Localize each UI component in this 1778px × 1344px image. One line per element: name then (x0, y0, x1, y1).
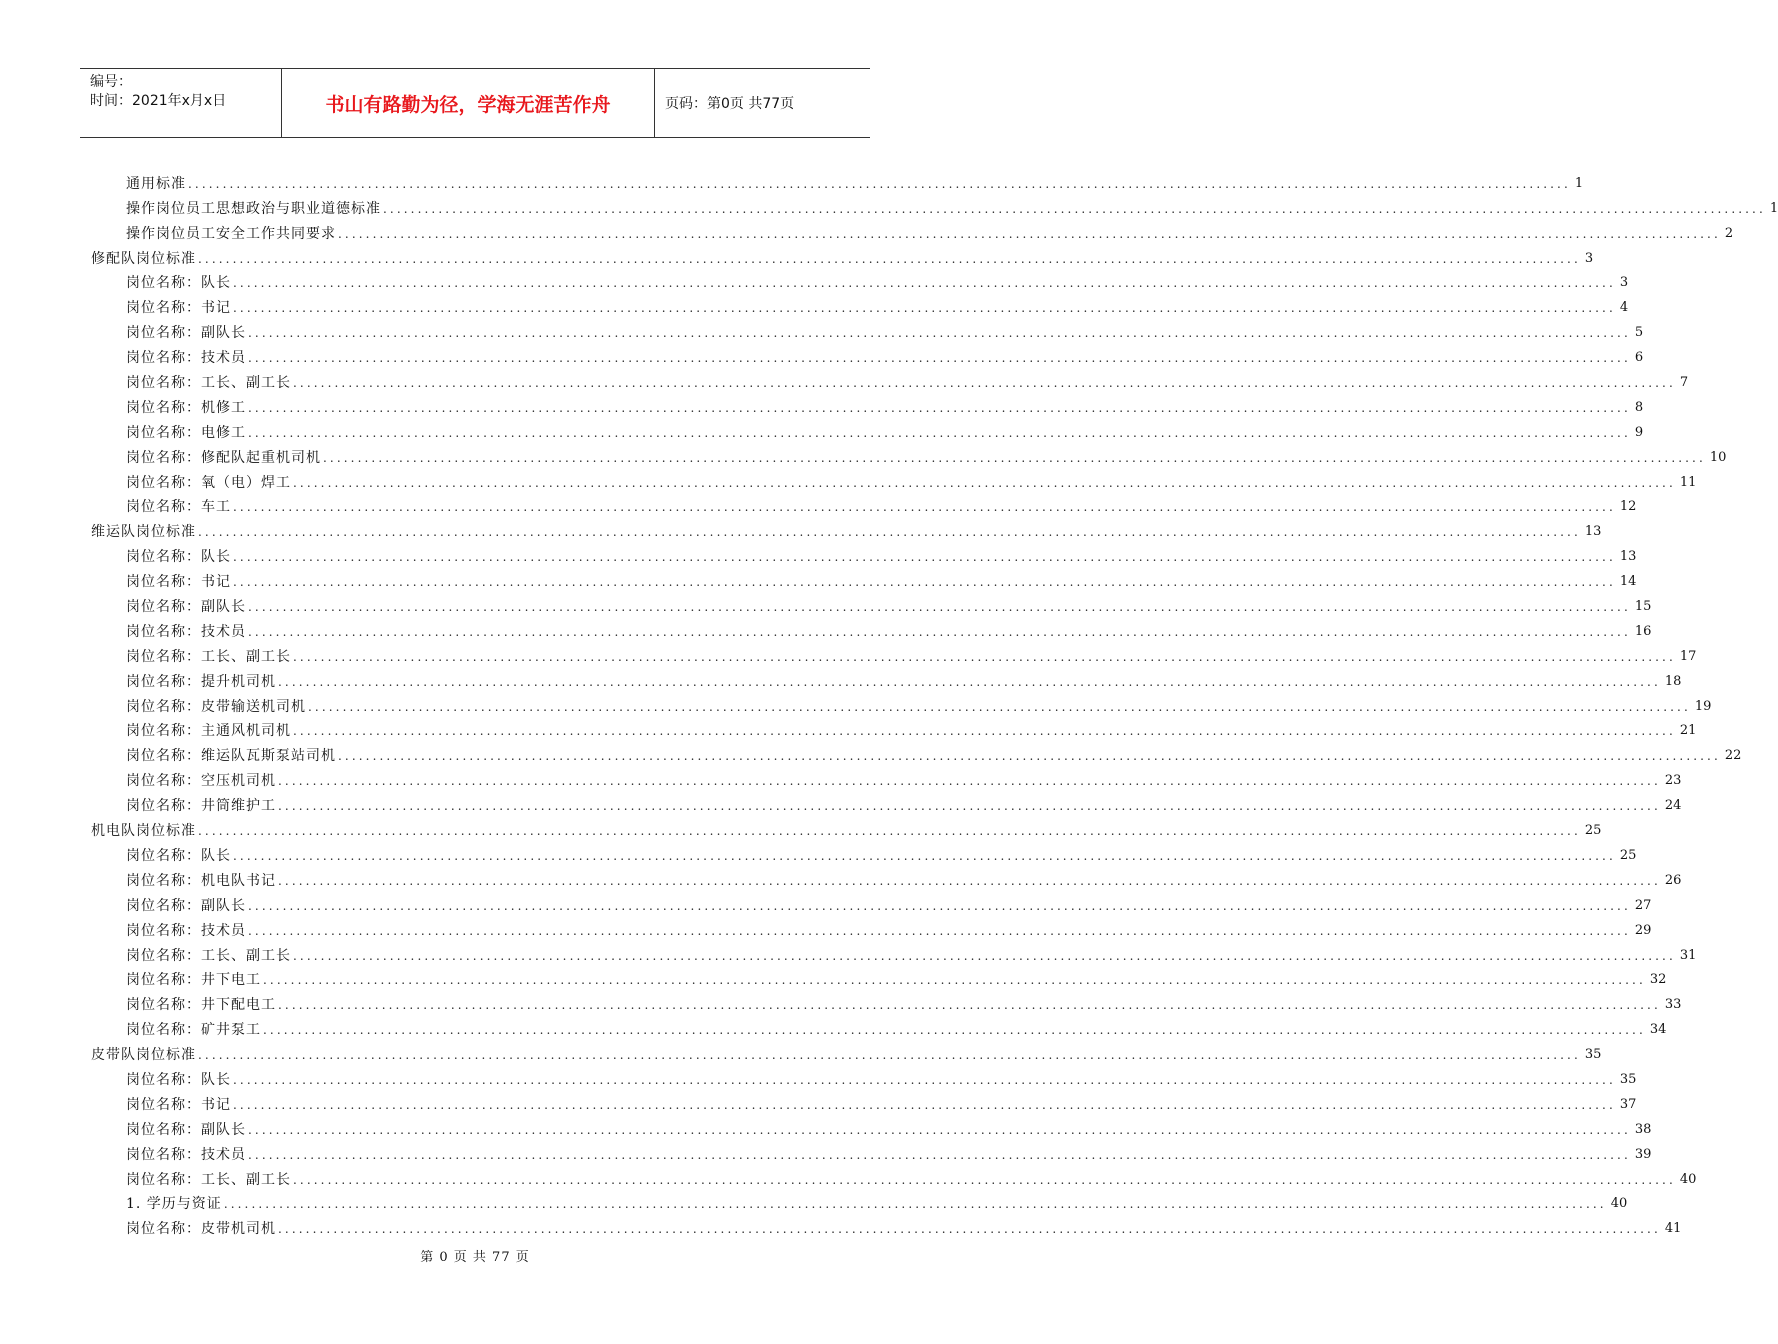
toc-entry[interactable] (91, 168, 1584, 193)
toc-leader-dots: ........................................................................................................................................................................................................ (323, 450, 1706, 465)
toc-entry[interactable] (91, 218, 1734, 243)
toc-entry-title: 岗位名称：队长 (126, 275, 231, 292)
toc-entry-title: 岗位名称：井下配电工 (126, 997, 276, 1014)
toc-entry[interactable] (91, 292, 1629, 317)
toc-leader-dots: ........................................................................................................................................................................................................ (248, 326, 1631, 341)
toc-entry-title: 岗位名称：维运队瓦斯泵站司机 (126, 748, 336, 765)
toc-entry-title: 岗位名称：技术员 (126, 922, 246, 939)
toc-entry-page: 35 (1584, 1047, 1602, 1063)
toc-entry[interactable] (91, 566, 1637, 591)
toc-leader-dots: ........................................................................................................................................................................................................ (278, 674, 1661, 689)
toc-leader-dots: ........................................................................................................................................................................................................ (278, 873, 1661, 888)
toc-entry-page: 11 (1679, 474, 1697, 490)
toc-entry[interactable] (91, 616, 1652, 641)
toc-entry[interactable] (91, 1189, 1628, 1214)
toc-entry-title: 岗位名称：副队长 (126, 1121, 246, 1138)
toc-entry[interactable] (91, 467, 1697, 492)
toc-entry-title: 岗位名称：书记 (126, 1096, 231, 1113)
toc-entry-title: 岗位名称：副队长 (126, 897, 246, 914)
toc-entry-page: 40 (1610, 1196, 1628, 1212)
toc-leader-dots: ........................................................................................................................................................................................................ (263, 973, 1646, 988)
toc-entry[interactable] (91, 442, 1727, 467)
toc-entry[interactable] (91, 666, 1682, 691)
toc-entry-title: 岗位名称：队长 (126, 1071, 231, 1088)
toc-entry-page: 16 (1634, 623, 1652, 639)
toc-entry-title: 岗位名称：空压机司机 (126, 773, 276, 790)
toc-entry-page: 17 (1679, 648, 1697, 664)
toc-entry-page: 10 (1709, 449, 1727, 465)
toc-entry-page: 9 (1634, 424, 1644, 440)
toc-entry[interactable] (91, 1139, 1652, 1164)
toc-entry-title: 机电队岗位标准 (91, 823, 196, 840)
toc-entry-title: 岗位名称：皮带机司机 (126, 1221, 276, 1238)
toc-entry-title: 岗位名称：工长、副工长 (126, 947, 291, 964)
toc-entry-title: 岗位名称：矿井泵工 (126, 1022, 261, 1039)
toc-entry-title: 修配队岗位标准 (91, 250, 196, 267)
toc-entry[interactable] (91, 790, 1682, 815)
toc-leader-dots: ........................................................................................................................................................................................................ (248, 400, 1631, 415)
toc-entry[interactable] (91, 940, 1697, 965)
toc-entry-page: 12 (1619, 499, 1637, 515)
toc-leader-dots: ........................................................................................................................................................................................................ (233, 550, 1616, 565)
toc-entry[interactable] (91, 890, 1652, 915)
toc-entry-page: 2 (1724, 225, 1734, 241)
toc-leader-dots: ........................................................................................................................................................................................................ (198, 251, 1581, 266)
time-label: 时间：2021年x月x日 (90, 93, 227, 109)
toc-entry[interactable] (91, 865, 1682, 890)
toc-entry-title: 岗位名称：井筒维护工 (126, 798, 276, 815)
header-meta (80, 69, 282, 137)
toc-entry-page: 13 (1584, 524, 1602, 540)
toc-leader-dots: ........................................................................................................................................................................................................ (248, 425, 1631, 440)
header-page-info: 页码：第0页 共77页 (665, 96, 795, 112)
toc-leader-dots: ........................................................................................................................................................................................................ (293, 948, 1676, 963)
toc-leader-dots: ........................................................................................................................................................................................................ (248, 898, 1631, 913)
toc-entry-title: 岗位名称：书记 (126, 574, 231, 591)
toc-entry-title: 岗位名称：皮带输送机司机 (126, 698, 306, 715)
toc-entry-title: 岗位名称：工长、副工长 (126, 1171, 291, 1188)
toc-leader-dots: ........................................................................................................................................................................................................ (248, 624, 1631, 639)
toc-entry[interactable] (91, 1014, 1667, 1039)
toc-entry-page: 34 (1649, 1022, 1667, 1038)
toc-entry-page: 22 (1724, 748, 1742, 764)
toc-entry-title: 岗位名称：氧（电）焊工 (126, 474, 291, 491)
toc-leader-dots: ........................................................................................................................................................................................................ (248, 923, 1631, 938)
toc-entry-page: 14 (1619, 574, 1637, 590)
toc-leader-dots: ........................................................................................................................................................................................................ (233, 1097, 1616, 1112)
toc-leader-dots: ........................................................................................................................................................................................................ (338, 226, 1721, 241)
toc-leader-dots: ........................................................................................................................................................................................................ (263, 1023, 1646, 1038)
toc-entry[interactable] (91, 1064, 1637, 1089)
toc-entry[interactable] (91, 1039, 1602, 1064)
toc-leader-dots: ........................................................................................................................................................................................................ (248, 351, 1631, 366)
toc-entry[interactable] (91, 193, 1778, 218)
toc-entry[interactable] (91, 268, 1629, 293)
toc-entry-title: 岗位名称：电修工 (126, 424, 246, 441)
toc-entry-title: 岗位名称：井下电工 (126, 972, 261, 989)
toc-entry-title: 岗位名称：车工 (126, 499, 231, 516)
toc-entry-title: 岗位名称：副队长 (126, 599, 246, 616)
toc-leader-dots: ........................................................................................................................................................................................................ (293, 475, 1676, 490)
toc-leader-dots: ........................................................................................................................................................................................................ (198, 525, 1581, 540)
number-label: 编号： (90, 74, 132, 90)
toc-entry[interactable] (91, 516, 1602, 541)
toc-entry-page: 1 (1574, 175, 1584, 191)
toc-entry-page: 41 (1664, 1221, 1682, 1237)
toc-entry[interactable] (91, 1213, 1682, 1238)
toc-entry-page: 4 (1619, 300, 1629, 316)
toc-entry[interactable] (91, 989, 1682, 1014)
toc-entry-title: 岗位名称：机修工 (126, 399, 246, 416)
toc-entry[interactable] (91, 691, 1712, 716)
toc-entry-title: 操作岗位员工思想政治与职业道德标准 (126, 200, 381, 217)
toc-entry[interactable] (91, 716, 1697, 741)
toc-leader-dots: ........................................................................................................................................................................................................ (188, 176, 1571, 191)
toc-entry-page: 25 (1584, 823, 1602, 839)
toc-entry[interactable] (91, 243, 1594, 268)
toc-entry-page: 19 (1694, 698, 1712, 714)
toc-entry-page: 1 (1769, 200, 1778, 216)
toc-leader-dots: ........................................................................................................................................................................................................ (233, 575, 1616, 590)
toc-entry-title: 岗位名称：技术员 (126, 350, 246, 367)
toc-entry[interactable] (91, 765, 1682, 790)
toc-entry-page: 32 (1649, 972, 1667, 988)
toc-leader-dots: ........................................................................................................................................................................................................ (383, 201, 1766, 216)
toc-leader-dots: ........................................................................................................................................................................................................ (308, 699, 1691, 714)
table-of-contents (91, 168, 1778, 1238)
toc-entry-page: 31 (1679, 947, 1697, 963)
toc-entry-title: 岗位名称：主通风机司机 (126, 723, 291, 740)
toc-leader-dots: ........................................................................................................................................................................................................ (233, 301, 1616, 316)
toc-entry-title: 岗位名称：机电队书记 (126, 872, 276, 889)
toc-entry-page: 7 (1679, 375, 1689, 391)
toc-entry-page: 21 (1679, 723, 1697, 739)
toc-entry[interactable] (91, 965, 1667, 990)
toc-entry[interactable] (91, 1114, 1652, 1139)
toc-leader-dots: ........................................................................................................................................................................................................ (233, 848, 1616, 863)
toc-entry-title: 岗位名称：书记 (126, 300, 231, 317)
header-motto: 书山有路勤为径，学海无涯苦作舟 (282, 69, 655, 137)
toc-entry-page: 38 (1634, 1121, 1652, 1137)
toc-leader-dots: ........................................................................................................................................................................................................ (248, 1147, 1631, 1162)
toc-leader-dots: ........................................................................................................................................................................................................ (278, 1222, 1661, 1237)
toc-entry-title: 岗位名称：队长 (126, 847, 231, 864)
toc-leader-dots: ........................................................................................................................................................................................................ (248, 600, 1631, 615)
toc-entry-page: 6 (1634, 350, 1644, 366)
toc-entry-page: 24 (1664, 798, 1682, 814)
toc-leader-dots: ........................................................................................................................................................................................................ (198, 824, 1581, 839)
toc-entry-title: 操作岗位员工安全工作共同要求 (126, 225, 336, 242)
toc-entry[interactable] (91, 840, 1637, 865)
toc-entry-title: 维运队岗位标准 (91, 524, 196, 541)
toc-entry[interactable] (91, 915, 1652, 940)
toc-entry-page: 33 (1664, 997, 1682, 1013)
toc-entry-page: 26 (1664, 872, 1682, 888)
toc-entry-title: 岗位名称：提升机司机 (126, 673, 276, 690)
toc-entry-page: 8 (1634, 399, 1644, 415)
toc-entry-page: 37 (1619, 1096, 1637, 1112)
toc-entry-title: 通用标准 (126, 175, 186, 192)
toc-entry-page: 3 (1619, 275, 1629, 291)
toc-entry[interactable] (91, 740, 1742, 765)
toc-entry[interactable] (91, 815, 1602, 840)
toc-entry-title: 1. 学历与资证 (126, 1196, 222, 1213)
toc-entry-page: 23 (1664, 773, 1682, 789)
toc-entry-title: 岗位名称：工长、副工长 (126, 375, 291, 392)
page-header (80, 68, 870, 138)
toc-leader-dots: ........................................................................................................................................................................................................ (293, 724, 1676, 739)
toc-leader-dots: ........................................................................................................................................................................................................ (198, 1048, 1581, 1063)
toc-entry[interactable] (91, 492, 1637, 517)
toc-leader-dots: ........................................................................................................................................................................................................ (293, 376, 1676, 391)
toc-leader-dots: ........................................................................................................................................................................................................ (293, 649, 1676, 664)
toc-entry-page: 39 (1634, 1146, 1652, 1162)
toc-entry[interactable] (91, 317, 1644, 342)
toc-leader-dots: ........................................................................................................................................................................................................ (278, 774, 1661, 789)
toc-entry-page: 27 (1634, 897, 1652, 913)
toc-entry-page: 3 (1584, 250, 1594, 266)
toc-entry[interactable] (91, 367, 1689, 392)
toc-entry-page: 25 (1619, 847, 1637, 863)
toc-leader-dots: ........................................................................................................................................................................................................ (278, 998, 1661, 1013)
toc-leader-dots: ........................................................................................................................................................................................................ (233, 500, 1616, 515)
toc-leader-dots: ........................................................................................................................................................................................................ (233, 1072, 1616, 1087)
toc-entry[interactable] (91, 641, 1697, 666)
toc-leader-dots: ........................................................................................................................................................................................................ (248, 1122, 1631, 1137)
toc-entry[interactable] (91, 342, 1644, 367)
toc-entry-page: 15 (1634, 599, 1652, 615)
toc-entry-title: 岗位名称：技术员 (126, 623, 246, 640)
toc-entry-title: 岗位名称：队长 (126, 549, 231, 566)
toc-entry[interactable] (91, 541, 1637, 566)
toc-entry-page: 29 (1634, 922, 1652, 938)
toc-entry-title: 岗位名称：技术员 (126, 1146, 246, 1163)
toc-entry[interactable] (91, 417, 1644, 442)
toc-entry[interactable] (91, 591, 1652, 616)
toc-entry-page: 5 (1634, 325, 1644, 341)
toc-leader-dots: ........................................................................................................................................................................................................ (223, 1197, 1607, 1212)
toc-entry-page: 35 (1619, 1071, 1637, 1087)
toc-entry-title: 岗位名称：副队长 (126, 325, 246, 342)
toc-leader-dots: ........................................................................................................................................................................................................ (338, 749, 1721, 764)
toc-entry[interactable] (91, 1164, 1697, 1189)
toc-entry-title: 岗位名称：工长、副工长 (126, 648, 291, 665)
toc-entry[interactable] (91, 1089, 1637, 1114)
page-footer: 第 0 页 共 77 页 (420, 1250, 530, 1265)
toc-leader-dots: ........................................................................................................................................................................................................ (293, 1172, 1676, 1187)
toc-leader-dots: ........................................................................................................................................................................................................ (278, 799, 1661, 814)
toc-entry-page: 40 (1679, 1171, 1697, 1187)
toc-entry[interactable] (91, 392, 1644, 417)
toc-entry-page: 18 (1664, 673, 1682, 689)
toc-entry-title: 皮带队岗位标准 (91, 1047, 196, 1064)
toc-leader-dots: ........................................................................................................................................................................................................ (233, 276, 1616, 291)
toc-entry-page: 13 (1619, 549, 1637, 565)
toc-entry-title: 岗位名称：修配队起重机司机 (126, 449, 321, 466)
